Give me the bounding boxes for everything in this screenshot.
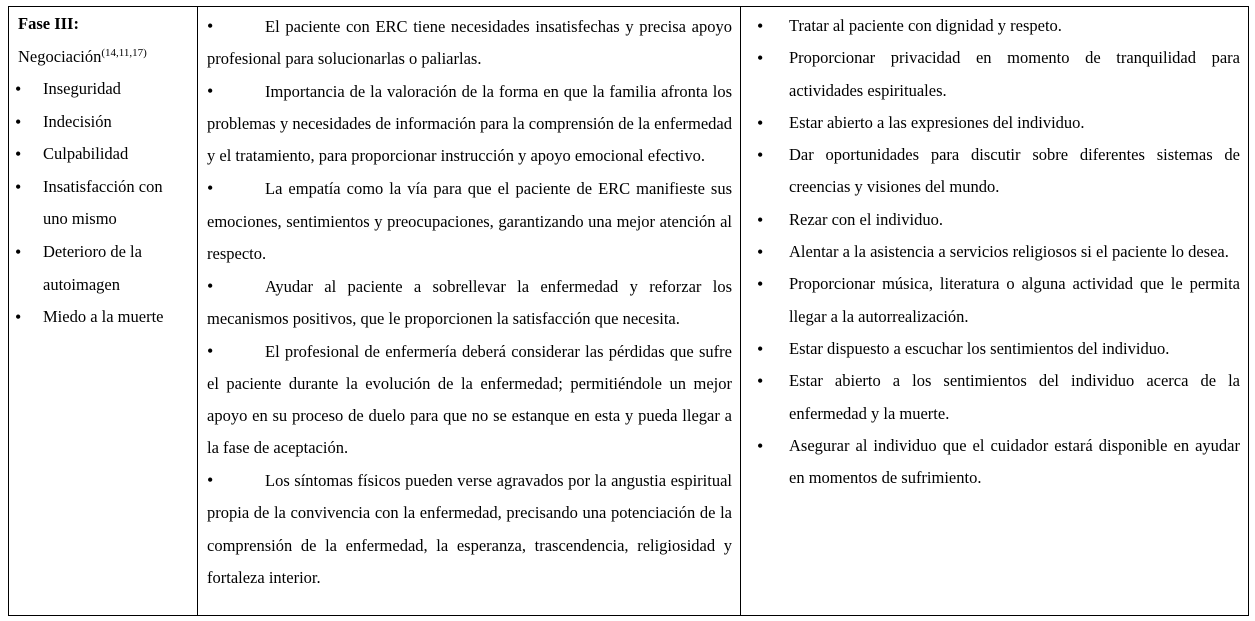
list-item: • Dar oportunidades para discutir sobre diferentes sistemas de creencias y visiones del mundo. [757, 139, 1240, 204]
list-item: • Ayudar al paciente a sobrellevar la enfermedad y reforzar los mecanismos positivos, que le proporcionen la satisfacción que necesita. [207, 270, 732, 335]
list-item: • Indecisión [18, 106, 161, 139]
list-item: • Estar dispuesto a escuchar los sentimientos del individuo. [757, 333, 1240, 365]
phase-subtitle [18, 37, 193, 73]
list-item: • Proporcionar privacidad en momento de tranquilidad para actividades espirituales. [757, 42, 1240, 107]
list-item: • Insatisfacción con uno mismo [18, 171, 179, 236]
list-item: • La empatía como la vía para que el paciente de ERC manifieste sus emociones, sentimientos y preocupaciones, garantizando una mejor atención al respecto. [207, 172, 732, 269]
list-item: • Culpabilidad [18, 138, 161, 171]
nursing-considerations-column [198, 7, 741, 615]
interventions-column [741, 7, 1248, 615]
list-item: • Tratar al paciente con dignidad y respeto. [757, 10, 1240, 42]
bullet-icon: • [207, 81, 214, 102]
list-item: • Miedo a la muerte [18, 301, 193, 334]
list-item: • El profesional de enfermería deberá considerar las pérdidas que sufre el paciente durante la evolución de la enfermedad; permitiéndole un mejor apoyo en su proceso de duelo para que no se estanque en esta y pueda llegar a la fase de aceptación. [207, 335, 732, 464]
bullet-icon: • [207, 275, 214, 296]
list-item: • Alentar a la asistencia a servicios religiosos si el paciente lo desea. [757, 236, 1240, 268]
bullet-icon: • [207, 178, 214, 199]
care-table [8, 6, 1249, 616]
phase-subtitle-text: Negociación [18, 47, 102, 66]
list-item: • Asegurar al individuo que el cuidador estará disponible en ayudar en momentos de sufrimiento. [757, 430, 1240, 495]
list-item: • Deterioro de la autoimagen [18, 236, 161, 301]
list-item: • Estar abierto a los sentimientos del individuo acerca de la enfermedad y la muerte. [757, 365, 1240, 430]
list-item: • El paciente con ERC tiene necesidades insatisfechas y precisa apoyo profesional para solucionarlas o paliarlas. [207, 10, 732, 75]
list-item: • Los síntomas físicos pueden verse agravados por la angustia espiritual propia de la convivencia con la enfermedad, precisando una potenciación de la comprensión de la enfermedad, la esperanza, trascendencia, religiosidad y fortaleza interior. [207, 464, 732, 593]
phase-title: Fase III: [18, 14, 79, 33]
phase-symptom-list [18, 73, 193, 334]
list-item: • Inseguridad [18, 73, 161, 106]
bullet-icon: • [207, 470, 214, 491]
phase-subtitle-refs: (14,11,17) [101, 47, 147, 59]
list-item: • Rezar con el individuo. [757, 204, 1240, 236]
phase-column [9, 7, 198, 615]
bullet-icon: • [207, 16, 214, 36]
list-item: • Importancia de la valoración de la forma en que la familia afronta los problemas y necesidades de información para la comprensión de la enfermedad y el tratamiento, para proporcionar instrucción y apoyo emocional efectivo. [207, 75, 732, 172]
list-item: • Estar abierto a las expresiones del individuo. [757, 107, 1240, 139]
list-item: • Proporcionar música, literatura o alguna actividad que le permita llegar a la autorrealización. [757, 268, 1240, 333]
bullet-icon: • [207, 340, 214, 361]
interventions-list [757, 10, 1240, 494]
